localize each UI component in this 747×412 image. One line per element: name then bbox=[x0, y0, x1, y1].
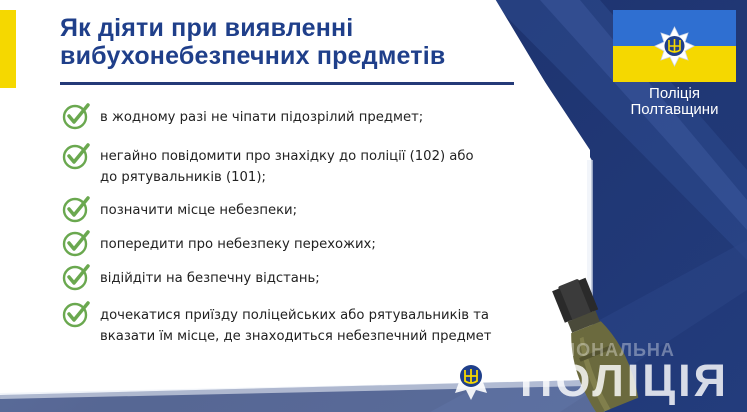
badge-label bbox=[613, 86, 736, 118]
check-circle-icon bbox=[62, 262, 92, 292]
list-item bbox=[62, 133, 532, 193]
check-circle-icon bbox=[62, 101, 92, 131]
item-text: в жодному разі не чіпати підозрілий предмет; bbox=[100, 110, 424, 125]
item-text: дочекатися приїзду поліцейських або рятувальників та bbox=[100, 308, 489, 323]
police-emblem-icon bbox=[655, 27, 694, 66]
watermark-small-text: НАЦІОНАЛЬНА bbox=[528, 340, 675, 360]
accent-bar bbox=[0, 10, 16, 88]
check-circle-icon bbox=[62, 194, 92, 224]
badge-label-line-2: Полтавщини bbox=[630, 101, 719, 118]
instructions-list bbox=[62, 100, 532, 348]
title-line-1: Як діяти при виявленні bbox=[60, 14, 354, 42]
item-text-continued: вказати їм місце, де знаходиться небезпечний предмет bbox=[100, 329, 492, 344]
list-item bbox=[62, 227, 532, 261]
watermark-emblem-icon bbox=[445, 350, 497, 402]
title-line-2: вибухонебезпечних предметів bbox=[60, 42, 446, 70]
page-title bbox=[60, 14, 500, 70]
item-text-continued: до рятувальників (101); bbox=[100, 170, 266, 185]
item-text: попередити про небезпеку перехожих; bbox=[100, 237, 376, 252]
list-item bbox=[62, 100, 532, 133]
title-underline bbox=[60, 82, 514, 85]
check-circle-icon bbox=[62, 299, 92, 329]
list-item bbox=[62, 193, 532, 227]
check-circle-icon bbox=[62, 228, 92, 258]
list-item bbox=[62, 261, 532, 298]
badge-label-line-1: Поліція bbox=[649, 85, 700, 102]
item-text: позначити місце небезпеки; bbox=[100, 203, 298, 218]
item-text: негайно повідомити про знахідку до поліції (102) або bbox=[100, 149, 474, 164]
list-item bbox=[62, 298, 532, 348]
ukraine-flag-emblem bbox=[613, 10, 736, 82]
watermark-text: ПОЛІЦІЯ bbox=[520, 355, 730, 406]
item-text: відійдіти на безпечну відстань; bbox=[100, 271, 320, 286]
check-circle-icon bbox=[62, 141, 92, 171]
